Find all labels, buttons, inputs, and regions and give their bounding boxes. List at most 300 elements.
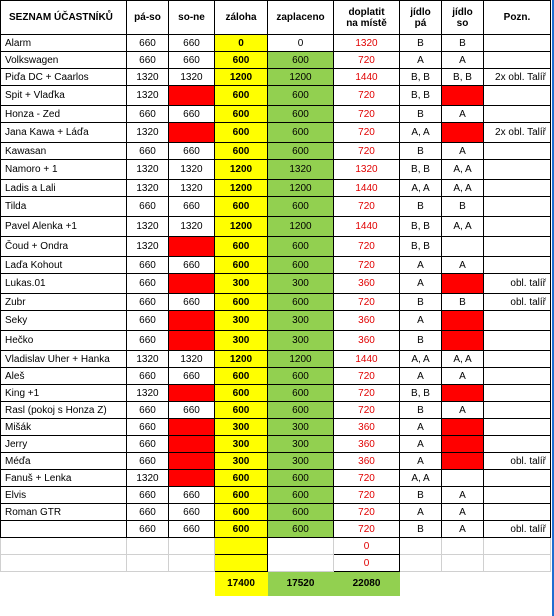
cell-zaloha[interactable]: 0	[215, 35, 268, 52]
cell-pa-so[interactable]: 660	[127, 504, 169, 521]
cell-zaplaceno[interactable]: 1320	[268, 160, 334, 180]
cell-jidlo-pa[interactable]: A	[400, 52, 442, 69]
header-jidlo-so[interactable]	[442, 1, 484, 35]
cell-so-ne[interactable]: 1320	[169, 69, 215, 86]
cell-pa-so[interactable]: 1320	[127, 160, 169, 180]
table-row	[1, 217, 551, 237]
cell-so-ne[interactable]: 660	[169, 35, 215, 52]
cell-jidlo-so[interactable]	[442, 385, 484, 402]
cell-pa-so[interactable]: 1320	[127, 180, 169, 197]
cell-pa-so[interactable]: 660	[127, 143, 169, 160]
cell-jidlo-pa[interactable]: B, B	[400, 86, 442, 106]
cell-pa-so[interactable]: 660	[127, 521, 169, 538]
cell-jidlo-pa[interactable]: B	[400, 402, 442, 419]
cell-jidlo-so[interactable]: A	[442, 504, 484, 521]
cell-jidlo-pa[interactable]: B	[400, 331, 442, 351]
totals-empty	[400, 572, 442, 596]
cell-jidlo-so[interactable]	[442, 419, 484, 436]
cell-zaloha[interactable]: 600	[215, 123, 268, 143]
cell-name[interactable]: Seky	[1, 311, 127, 331]
totals-empty	[127, 572, 169, 596]
cell-doplatit[interactable]: 720	[334, 106, 400, 123]
total-zaplaceno[interactable]: 17520	[268, 572, 334, 596]
cell-jidlo-so[interactable]: A, A	[442, 351, 484, 368]
cell-so-ne[interactable]: 1320	[169, 180, 215, 197]
cell-jidlo-pa[interactable]: A	[400, 257, 442, 274]
cell-jidlo-pa[interactable]: B, B	[400, 385, 442, 402]
cell-name[interactable]: Pavel Alenka +1	[1, 217, 127, 237]
header-doplatit[interactable]	[334, 1, 400, 35]
cell-doplatit[interactable]: 0	[334, 555, 400, 572]
cell-jidlo-so[interactable]	[442, 436, 484, 453]
cell-name[interactable]: Roman GTR	[1, 504, 127, 521]
cell-doplatit[interactable]: 1440	[334, 351, 400, 368]
cell-jidlo-pa[interactable]	[400, 538, 442, 555]
cell-zaplaceno[interactable]	[268, 555, 334, 572]
header-row	[1, 1, 551, 35]
cell-jidlo-so[interactable]: B	[442, 35, 484, 52]
cell-doplatit[interactable]: 720	[334, 197, 400, 217]
cell-jidlo-so[interactable]: A	[442, 368, 484, 385]
cell-doplatit[interactable]: 720	[334, 402, 400, 419]
cell-doplatit[interactable]: 360	[334, 274, 400, 294]
cell-pa-so[interactable]: 660	[127, 436, 169, 453]
cell-name[interactable]	[1, 538, 127, 555]
cell-name[interactable]: Hečko	[1, 331, 127, 351]
cell-pa-so[interactable]: 1320	[127, 237, 169, 257]
cell-zaplaceno[interactable]: 600	[268, 402, 334, 419]
cell-jidlo-so[interactable]	[442, 555, 484, 572]
cell-doplatit[interactable]: 720	[334, 143, 400, 160]
cell-pa-so[interactable]: 660	[127, 402, 169, 419]
cell-pa-so[interactable]: 660	[127, 257, 169, 274]
cell-jidlo-so[interactable]: A	[442, 143, 484, 160]
cell-pa-so[interactable]: 660	[127, 453, 169, 470]
cell-so-ne[interactable]: 1320	[169, 351, 215, 368]
cell-pa-so[interactable]: 660	[127, 274, 169, 294]
cell-name[interactable]: Lukas.01	[1, 274, 127, 294]
cell-pa-so[interactable]: 660	[127, 294, 169, 311]
cell-zaplaceno[interactable]: 1200	[268, 69, 334, 86]
cell-pozn[interactable]: 2x obl. Talíř	[484, 69, 551, 86]
total-zaloha[interactable]: 17400	[215, 572, 268, 596]
cell-jidlo-so[interactable]	[442, 470, 484, 487]
cell-doplatit[interactable]: 1440	[334, 217, 400, 237]
table-row	[1, 487, 551, 504]
cell-zaplaceno[interactable]: 600	[268, 197, 334, 217]
cell-doplatit[interactable]: 720	[334, 368, 400, 385]
cell-so-ne[interactable]: 660	[169, 504, 215, 521]
cell-jidlo-so[interactable]	[442, 538, 484, 555]
cell-so-ne[interactable]	[169, 385, 215, 402]
cell-name[interactable]: Čoud + Ondra	[1, 237, 127, 257]
cell-jidlo-pa[interactable]: A, A	[400, 351, 442, 368]
cell-jidlo-so[interactable]: B, B	[442, 69, 484, 86]
cell-name[interactable]: Fanuš + Lenka	[1, 470, 127, 487]
cell-jidlo-so[interactable]: A, A	[442, 160, 484, 180]
cell-jidlo-pa[interactable]: A, A	[400, 470, 442, 487]
table-row	[1, 123, 551, 143]
cell-jidlo-so[interactable]	[442, 453, 484, 470]
cell-name[interactable]: King +1	[1, 385, 127, 402]
cell-zaloha[interactable]: 1200	[215, 69, 268, 86]
cell-jidlo-so[interactable]	[442, 86, 484, 106]
table-row	[1, 180, 551, 197]
cell-jidlo-so[interactable]	[442, 237, 484, 257]
cell-pozn[interactable]	[484, 504, 551, 521]
cell-jidlo-so[interactable]: A	[442, 521, 484, 538]
cell-pa-so[interactable]: 660	[127, 331, 169, 351]
cell-name[interactable]: Jana Kawa + Láďa	[1, 123, 127, 143]
cell-zaloha[interactable]: 600	[215, 504, 268, 521]
cell-zaplaceno[interactable]: 600	[268, 123, 334, 143]
cell-jidlo-pa[interactable]: A, A	[400, 123, 442, 143]
cell-name[interactable]: Ladis a Lali	[1, 180, 127, 197]
cell-doplatit[interactable]: 720	[334, 385, 400, 402]
cell-zaloha[interactable]: 600	[215, 521, 268, 538]
cell-pozn[interactable]	[484, 402, 551, 419]
cell-zaplaceno[interactable]: 600	[268, 487, 334, 504]
cell-so-ne[interactable]	[169, 555, 215, 572]
cell-name[interactable]: Tilda	[1, 197, 127, 217]
cell-pozn[interactable]	[484, 217, 551, 237]
cell-so-ne[interactable]: 660	[169, 197, 215, 217]
table-row	[1, 106, 551, 123]
cell-pozn[interactable]	[484, 331, 551, 351]
cell-doplatit[interactable]: 360	[334, 331, 400, 351]
header-doplatit-line1: doplatit	[348, 6, 385, 18]
cell-zaloha[interactable]: 1200	[215, 180, 268, 197]
cell-so-ne[interactable]: 660	[169, 143, 215, 160]
cell-pozn[interactable]	[484, 419, 551, 436]
cell-so-ne[interactable]: 1320	[169, 160, 215, 180]
cell-doplatit[interactable]: 1320	[334, 35, 400, 52]
cell-pozn[interactable]	[484, 86, 551, 106]
cell-jidlo-pa[interactable]: A	[400, 311, 442, 331]
cell-zaplaceno[interactable]: 600	[268, 368, 334, 385]
cell-doplatit[interactable]: 720	[334, 52, 400, 69]
cell-pozn[interactable]	[484, 385, 551, 402]
cell-jidlo-so[interactable]: A, A	[442, 180, 484, 197]
cell-jidlo-so[interactable]: A	[442, 106, 484, 123]
cell-doplatit[interactable]: 720	[334, 470, 400, 487]
cell-pa-so[interactable]: 660	[127, 106, 169, 123]
cell-zaloha[interactable]: 600	[215, 470, 268, 487]
cell-doplatit[interactable]: 720	[334, 487, 400, 504]
total-doplatit[interactable]: 22080	[334, 572, 400, 596]
cell-so-ne[interactable]	[169, 123, 215, 143]
cell-jidlo-pa[interactable]: B	[400, 487, 442, 504]
cell-zaloha[interactable]: 600	[215, 237, 268, 257]
cell-jidlo-pa[interactable]: A	[400, 419, 442, 436]
cell-pozn[interactable]	[484, 311, 551, 331]
cell-jidlo-so[interactable]	[442, 311, 484, 331]
cell-zaloha[interactable]: 300	[215, 436, 268, 453]
cell-pa-so[interactable]: 660	[127, 487, 169, 504]
cell-jidlo-so[interactable]: B	[442, 197, 484, 217]
cell-pa-so[interactable]	[127, 538, 169, 555]
cell-jidlo-so[interactable]	[442, 274, 484, 294]
cell-doplatit[interactable]: 720	[334, 294, 400, 311]
table-row	[1, 69, 551, 86]
cell-zaloha[interactable]	[215, 538, 268, 555]
cell-pozn[interactable]	[484, 470, 551, 487]
cell-pozn[interactable]	[484, 52, 551, 69]
cell-zaloha[interactable]: 600	[215, 257, 268, 274]
cell-zaplaceno[interactable]: 1200	[268, 351, 334, 368]
cell-jidlo-pa[interactable]: A	[400, 504, 442, 521]
cell-pozn[interactable]	[484, 160, 551, 180]
cell-name[interactable]: Namoro + 1	[1, 160, 127, 180]
cell-pozn[interactable]: obl. talíř	[484, 521, 551, 538]
cell-zaloha[interactable]: 600	[215, 143, 268, 160]
cell-zaplaceno[interactable]: 600	[268, 143, 334, 160]
cell-pozn[interactable]: obl. talíř	[484, 274, 551, 294]
cell-jidlo-pa[interactable]: B, B	[400, 160, 442, 180]
cell-zaplaceno[interactable]: 300	[268, 311, 334, 331]
cell-so-ne[interactable]	[169, 470, 215, 487]
header-zaloha[interactable]: záloha	[215, 1, 268, 35]
totals-empty	[169, 572, 215, 596]
cell-so-ne[interactable]	[169, 237, 215, 257]
cell-doplatit[interactable]: 720	[334, 86, 400, 106]
cell-jidlo-so[interactable]: A	[442, 402, 484, 419]
cell-jidlo-pa[interactable]: B	[400, 106, 442, 123]
cell-zaplaceno[interactable]: 600	[268, 385, 334, 402]
cell-pozn[interactable]	[484, 106, 551, 123]
cell-name[interactable]: Mišák	[1, 419, 127, 436]
cell-zaloha[interactable]: 300	[215, 311, 268, 331]
cell-doplatit[interactable]: 360	[334, 453, 400, 470]
cell-doplatit[interactable]: 720	[334, 237, 400, 257]
cell-zaplaceno[interactable]: 600	[268, 294, 334, 311]
cell-pa-so[interactable]: 660	[127, 311, 169, 331]
cell-zaloha[interactable]: 600	[215, 368, 268, 385]
cell-doplatit[interactable]: 360	[334, 419, 400, 436]
cell-pa-so[interactable]: 1320	[127, 86, 169, 106]
cell-so-ne[interactable]	[169, 419, 215, 436]
cell-jidlo-pa[interactable]: B, B	[400, 69, 442, 86]
cell-jidlo-pa[interactable]: B, B	[400, 237, 442, 257]
table-row	[1, 52, 551, 69]
cell-zaloha[interactable]: 600	[215, 402, 268, 419]
cell-zaplaceno[interactable]: 1200	[268, 180, 334, 197]
cell-zaloha[interactable]: 600	[215, 487, 268, 504]
cell-so-ne[interactable]: 660	[169, 402, 215, 419]
cell-jidlo-so[interactable]: A	[442, 52, 484, 69]
cell-jidlo-so[interactable]	[442, 123, 484, 143]
cell-jidlo-pa[interactable]: B	[400, 294, 442, 311]
cell-zaplaceno[interactable]: 600	[268, 237, 334, 257]
cell-zaplaceno[interactable]: 600	[268, 504, 334, 521]
cell-name[interactable]: Vladislav Uher + Hanka	[1, 351, 127, 368]
cell-pozn[interactable]	[484, 487, 551, 504]
cell-doplatit[interactable]: 1440	[334, 180, 400, 197]
cell-zaplaceno[interactable]: 300	[268, 436, 334, 453]
header-name[interactable]: SEZNAM ÚČASTNÍKŮ	[1, 1, 127, 35]
cell-pa-so[interactable]: 1320	[127, 69, 169, 86]
cell-zaloha[interactable]: 300	[215, 274, 268, 294]
cell-so-ne[interactable]: 660	[169, 368, 215, 385]
cell-so-ne[interactable]: 660	[169, 487, 215, 504]
cell-name[interactable]: Laďa Kohout	[1, 257, 127, 274]
cell-so-ne[interactable]	[169, 436, 215, 453]
cell-jidlo-pa[interactable]: A	[400, 368, 442, 385]
cell-zaloha[interactable]: 600	[215, 385, 268, 402]
cell-jidlo-pa[interactable]: B	[400, 35, 442, 52]
cell-pa-so[interactable]: 1320	[127, 470, 169, 487]
header-zaplaceno[interactable]: zaplaceno	[268, 1, 334, 35]
cell-name[interactable]: Jerry	[1, 436, 127, 453]
cell-name[interactable]: Kawasan	[1, 143, 127, 160]
cell-jidlo-so[interactable]: A	[442, 487, 484, 504]
cell-pozn[interactable]	[484, 555, 551, 572]
cell-name[interactable]: Rasl (pokoj s Honza Z)	[1, 402, 127, 419]
cell-name[interactable]: Méďa	[1, 453, 127, 470]
cell-so-ne[interactable]: 660	[169, 106, 215, 123]
cell-pa-so[interactable]: 1320	[127, 123, 169, 143]
cell-jidlo-so[interactable]: A, A	[442, 217, 484, 237]
cell-zaplaceno[interactable]: 1200	[268, 217, 334, 237]
cell-jidlo-pa[interactable]: B	[400, 143, 442, 160]
cell-doplatit[interactable]: 1440	[334, 69, 400, 86]
cell-pozn[interactable]	[484, 436, 551, 453]
cell-name[interactable]: Zubr	[1, 294, 127, 311]
cell-doplatit[interactable]: 1320	[334, 160, 400, 180]
table-row	[1, 521, 551, 538]
cell-so-ne[interactable]	[169, 331, 215, 351]
cell-zaloha[interactable]: 300	[215, 453, 268, 470]
cell-zaloha[interactable]: 1200	[215, 160, 268, 180]
cell-pa-so[interactable]: 660	[127, 368, 169, 385]
cell-jidlo-pa[interactable]	[400, 555, 442, 572]
cell-zaplaceno[interactable]: 600	[268, 521, 334, 538]
cell-so-ne[interactable]	[169, 86, 215, 106]
cell-pozn[interactable]: obl. talíř	[484, 294, 551, 311]
cell-jidlo-pa[interactable]: B, B	[400, 217, 442, 237]
cell-zaloha[interactable]: 1200	[215, 351, 268, 368]
cell-zaplaceno[interactable]	[268, 538, 334, 555]
cell-pozn[interactable]	[484, 368, 551, 385]
cell-pozn[interactable]	[484, 143, 551, 160]
cell-jidlo-so[interactable]	[442, 331, 484, 351]
cell-so-ne[interactable]	[169, 538, 215, 555]
cell-jidlo-pa[interactable]: A	[400, 436, 442, 453]
cell-so-ne[interactable]: 660	[169, 257, 215, 274]
cell-pozn[interactable]: obl. talíř	[484, 453, 551, 470]
cell-name[interactable]	[1, 521, 127, 538]
cell-zaloha[interactable]: 600	[215, 52, 268, 69]
cell-zaloha[interactable]: 1200	[215, 217, 268, 237]
cell-doplatit[interactable]: 360	[334, 311, 400, 331]
cell-so-ne[interactable]: 660	[169, 294, 215, 311]
cell-pozn[interactable]	[484, 257, 551, 274]
cell-pozn[interactable]	[484, 180, 551, 197]
cell-zaplaceno[interactable]: 0	[268, 35, 334, 52]
header-so-ne[interactable]: so-ne	[169, 1, 215, 35]
cell-zaplaceno[interactable]: 300	[268, 331, 334, 351]
cell-name[interactable]: Honza - Zed	[1, 106, 127, 123]
header-jidlo-pa[interactable]	[400, 1, 442, 35]
cell-jidlo-pa[interactable]: A, A	[400, 180, 442, 197]
cell-zaplaceno[interactable]: 600	[268, 52, 334, 69]
cell-zaloha[interactable]	[215, 555, 268, 572]
cell-zaloha[interactable]: 300	[215, 419, 268, 436]
cell-so-ne[interactable]	[169, 274, 215, 294]
cell-pa-so[interactable]	[127, 555, 169, 572]
cell-zaplaceno[interactable]: 300	[268, 274, 334, 294]
cell-doplatit[interactable]: 720	[334, 123, 400, 143]
cell-doplatit[interactable]: 0	[334, 538, 400, 555]
header-pa-so[interactable]: pá-so	[127, 1, 169, 35]
cell-so-ne[interactable]: 660	[169, 52, 215, 69]
cell-jidlo-so[interactable]: B	[442, 294, 484, 311]
cell-zaplaceno[interactable]: 600	[268, 106, 334, 123]
cell-pozn[interactable]	[484, 35, 551, 52]
cell-name[interactable]: Volkswagen	[1, 52, 127, 69]
cell-pozn[interactable]: 2x obl. Talíř	[484, 123, 551, 143]
cell-zaplaceno[interactable]: 300	[268, 453, 334, 470]
cell-pozn[interactable]	[484, 351, 551, 368]
cell-pa-so[interactable]: 660	[127, 35, 169, 52]
cell-jidlo-pa[interactable]: B	[400, 521, 442, 538]
cell-name[interactable]: Spit + Vlaďka	[1, 86, 127, 106]
cell-zaloha[interactable]: 600	[215, 106, 268, 123]
table-row	[1, 294, 551, 311]
cell-doplatit[interactable]: 720	[334, 504, 400, 521]
cell-jidlo-pa[interactable]: A	[400, 453, 442, 470]
cell-name[interactable]: Elvis	[1, 487, 127, 504]
cell-zaloha[interactable]: 600	[215, 86, 268, 106]
cell-name[interactable]	[1, 555, 127, 572]
cell-jidlo-pa[interactable]: A	[400, 274, 442, 294]
cell-name[interactable]: Piďa DC + Caarlos	[1, 69, 127, 86]
cell-pa-so[interactable]: 660	[127, 197, 169, 217]
cell-zaplaceno[interactable]: 600	[268, 86, 334, 106]
table-row	[1, 436, 551, 453]
header-pozn[interactable]: Pozn.	[484, 1, 551, 35]
cell-zaloha[interactable]: 600	[215, 294, 268, 311]
totals-empty	[1, 572, 127, 596]
cell-pozn[interactable]	[484, 538, 551, 555]
cell-pozn[interactable]	[484, 237, 551, 257]
cell-pa-so[interactable]: 660	[127, 419, 169, 436]
cell-doplatit[interactable]: 720	[334, 257, 400, 274]
cell-name[interactable]: Aleš	[1, 368, 127, 385]
cell-pa-so[interactable]: 1320	[127, 217, 169, 237]
cell-jidlo-so[interactable]: A	[442, 257, 484, 274]
cell-so-ne[interactable]: 660	[169, 521, 215, 538]
cell-so-ne[interactable]: 1320	[169, 217, 215, 237]
cell-pa-so[interactable]: 660	[127, 52, 169, 69]
cell-zaloha[interactable]: 600	[215, 197, 268, 217]
cell-zaplaceno[interactable]: 600	[268, 257, 334, 274]
cell-doplatit[interactable]: 360	[334, 436, 400, 453]
cell-so-ne[interactable]	[169, 453, 215, 470]
cell-jidlo-pa[interactable]: B	[400, 197, 442, 217]
cell-name[interactable]: Alarm	[1, 35, 127, 52]
cell-zaplaceno[interactable]: 600	[268, 470, 334, 487]
header-jidlo-pa-line1: jídlo	[410, 6, 431, 18]
cell-so-ne[interactable]	[169, 311, 215, 331]
cell-zaplaceno[interactable]: 300	[268, 419, 334, 436]
totals-empty	[442, 572, 484, 596]
cell-pa-so[interactable]: 1320	[127, 385, 169, 402]
cell-pozn[interactable]	[484, 197, 551, 217]
cell-pa-so[interactable]: 1320	[127, 351, 169, 368]
cell-zaloha[interactable]: 300	[215, 331, 268, 351]
cell-doplatit[interactable]: 720	[334, 521, 400, 538]
